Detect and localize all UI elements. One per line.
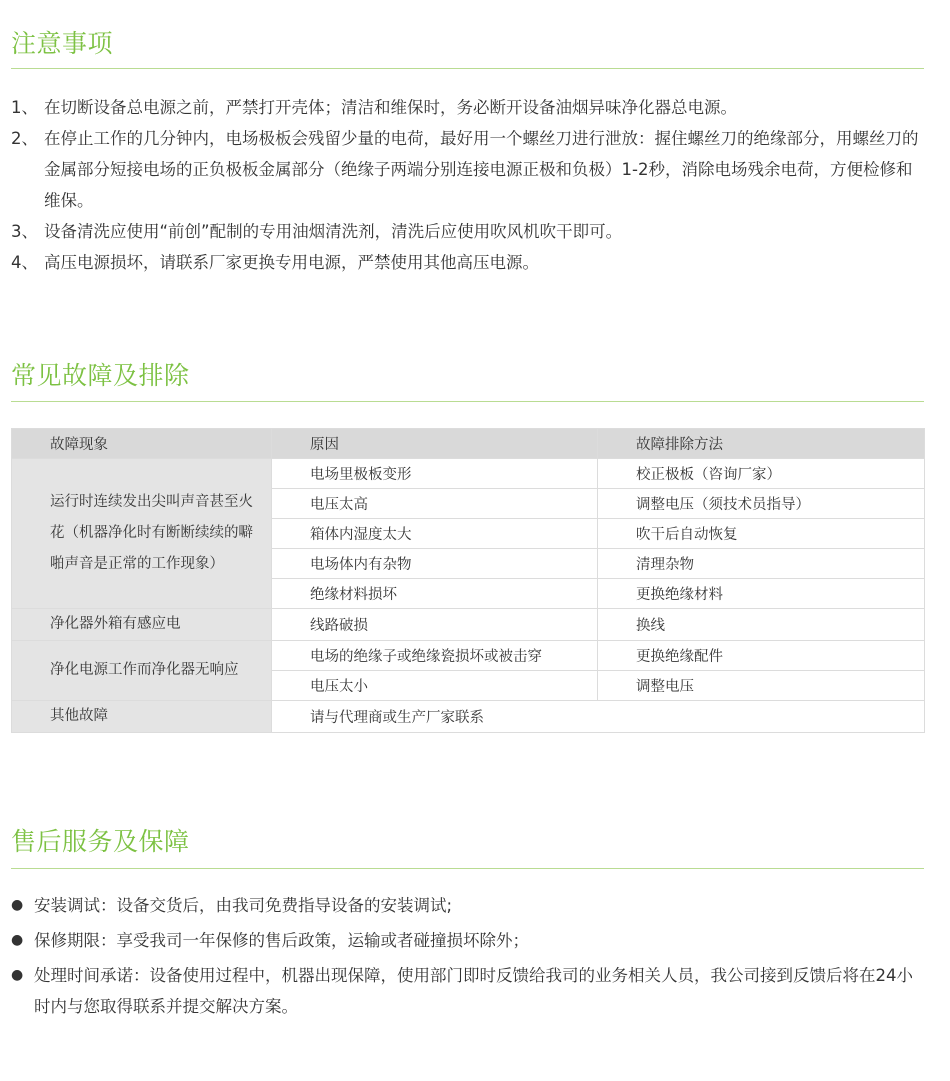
fix-cell: 更换绝缘配件 [598, 641, 925, 671]
faults-title: 常见故障及排除 [11, 361, 190, 390]
bullet-icon: ● [11, 932, 24, 948]
symptom-cell: 其他故障 [12, 701, 272, 733]
faults-divider [11, 401, 924, 402]
cause-cell: 绝缘材料损坏 [272, 579, 598, 609]
note-number: 1、 [11, 98, 38, 117]
service-item [11, 925, 926, 956]
note-number: 4、 [11, 253, 38, 272]
service-title: 售后服务及保障 [11, 827, 190, 856]
fix-cell: 调整电压（须技术员指导） [598, 489, 925, 519]
header-symptom: 故障现象 [12, 429, 272, 459]
service-item [11, 960, 926, 1022]
note-text: 设备清洗应使用“前创”配制的专用油烟清洗剂，清洗后应使用吹风机吹干即可。 [44, 222, 623, 241]
cause-cell: 电场里极板变形 [272, 459, 598, 489]
solution-cell: 请与代理商或生产厂家联系 [272, 701, 925, 733]
fault-table [11, 428, 925, 733]
fix-cell: 调整电压 [598, 671, 925, 701]
note-text: 在停止工作的几分钟内，电场极板会残留少量的电荷，最好用一个螺丝刀进行泄放：握住螺丝刀的绝缘部分，用螺丝刀的金属部分短接电场的正负极板金属部分（绝缘子两端分别连接电源正极和负极）1-2秒，消除电场残余电荷，方便检修和维保。 [44, 129, 919, 210]
note-number: 2、 [11, 129, 38, 148]
symptom-cell: 净化器外箱有感应电 [12, 609, 272, 641]
header-fix: 故障排除方法 [598, 429, 925, 459]
cause-cell: 箱体内湿度太大 [272, 519, 598, 549]
cause-cell: 电场体内有杂物 [272, 549, 598, 579]
symptom-cell: 净化电源工作而净化器无响应 [12, 641, 272, 701]
service-divider [11, 868, 924, 869]
service-item [11, 890, 926, 921]
notes-title: 注意事项 [11, 29, 114, 58]
header-cause: 原因 [272, 429, 598, 459]
fix-cell: 吹干后自动恢复 [598, 519, 925, 549]
bullet-icon: ● [11, 967, 24, 983]
fix-cell: 换线 [598, 609, 925, 641]
table-header-row [12, 429, 925, 459]
cause-cell: 电场的绝缘子或绝缘瓷损坏或被击穿 [272, 641, 598, 671]
notes-list [11, 92, 926, 278]
fix-cell: 更换绝缘材料 [598, 579, 925, 609]
note-item [11, 216, 926, 247]
fix-cell: 校正极板（咨询厂家） [598, 459, 925, 489]
service-list [11, 890, 926, 1026]
table-row [12, 459, 925, 489]
fix-cell: 清理杂物 [598, 549, 925, 579]
cause-cell: 电压太高 [272, 489, 598, 519]
note-item [11, 92, 926, 123]
note-text: 高压电源损坏，请联系厂家更换专用电源，严禁使用其他高压电源。 [44, 253, 539, 272]
cause-cell: 电压太小 [272, 671, 598, 701]
bullet-icon: ● [11, 897, 24, 913]
table-row [12, 701, 925, 733]
table-row [12, 641, 925, 671]
service-text: 安装调试：设备交货后，由我司免费指导设备的安装调试; [34, 896, 453, 915]
cause-cell: 线路破损 [272, 609, 598, 641]
note-item [11, 123, 926, 216]
note-number: 3、 [11, 222, 38, 241]
service-text: 处理时间承诺：设备使用过程中，机器出现保障，使用部门即时反馈给我司的业务相关人员，我公司接到反馈后将在24小时内与您取得联系并提交解决方案。 [34, 966, 913, 1016]
service-text: 保修期限：享受我司一年保修的售后政策，运输或者碰撞损坏除外； [34, 931, 529, 950]
notes-divider [11, 68, 924, 69]
symptom-cell: 运行时连续发出尖叫声音甚至火花（机器净化时有断断续续的噼啪声音是正常的工作现象） [12, 459, 272, 609]
note-item [11, 247, 926, 278]
note-text: 在切断设备总电源之前，严禁打开壳体；清洁和维保时，务必断开设备油烟异味净化器总电源。 [44, 98, 737, 117]
table-row [12, 609, 925, 641]
